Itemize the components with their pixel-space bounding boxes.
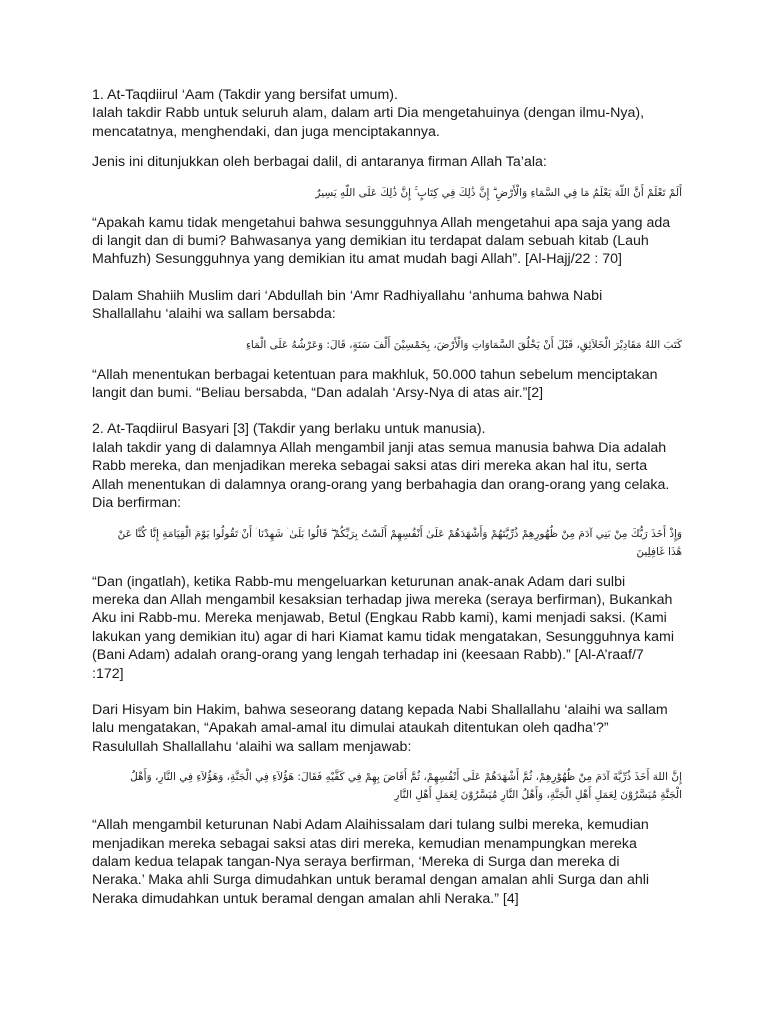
hadith-intro-line: Dalam Shahiih Muslim dari ‘Abdullah bin ‘Amr Radhiyallahu ‘anhuma bahwa Nabi [92, 287, 603, 304]
section2-line: Allah menentukan di dalamnya orang-orang yang berbahagia dan orang-orang yang celaka. [92, 476, 670, 493]
section1-line: Ialah takdir Rabb untuk seluruh alam, dalam arti Dia mengetahuinya (dengan ilmu-Nya), [92, 105, 645, 122]
arabic-line: هَٰذَا غَافِلِينَ [636, 545, 682, 558]
translation-line: “Allah mengambil keturunan Nabi Adam Alaihissalam dari tulang sulbi mereka, kemudian [92, 817, 649, 834]
section2-text [92, 420, 682, 512]
verse-translation-araaf [92, 573, 682, 683]
document-page [92, 86, 682, 908]
translation-line: Neraka.’ Maka ahli Surga dimudahkan untuk beramal dengan amalan ahli Surga dan ahli [92, 872, 650, 889]
hadith-intro-muslim [92, 287, 682, 324]
section1-heading: 1. At-Taqdiirul ‘Aam (Takdir yang bersifat umum). [92, 87, 398, 103]
translation-line: menjadikan mereka sebagai saksi atas diri mereka, kemudian menampungkan mereka [92, 835, 637, 852]
arabic-verse-hajj: أَلَمْ تَعْلَمْ أَنَّ اللَّهَ يَعْلَمُ مَا فِي السَّمَاءِ وَالْأَرْضِ ۗ إِنَّ ذَٰلِكَ فِي كِتَابٍ ۚ إِنَّ ذَٰلِكَ عَلَى اللَّهِ يَسِيرٌ [315, 186, 682, 199]
translation-line: dalam kedua telapak tangan-Nya seraya berfirman, ‘Mereka di Surga dan mereka di [92, 853, 620, 870]
arabic-line: الْجَنَّةِ مُيَسَّرُوْنَ لِعَمَلِ أَهْلِ الْجَنَّةِ، وَأَهْلُ النَّارِ مُيَسَّرُوْنَ لِعَمَلِ أَهْلِ النَّارِ [394, 789, 682, 802]
arabic-line: إِنَّ اللهَ أَخَذَ ذُرِّيَّةَ آدَمَ مِنْ ظُهُوْرِهِمْ، ثُمَّ أَشْهَدَهُمْ عَلَى أَنْفُسِهِمْ، ثُمَّ أَفَاضَ بِهِمْ فِي كَفَّيْهِ فَقَالَ: هَؤُلاَءِ فِي الْجَنَّةِ، وَهَؤُلاَءِ فِي النَّارِ، وَأَهْلُ [130, 771, 682, 784]
section2-line: Dia berfirman: [92, 495, 182, 512]
hadith-translation-muslim [92, 366, 682, 403]
section1-intro: Jenis ini ditunjukkan oleh berbagai dalil, di antaranya firman Allah Ta’ala: [92, 154, 547, 171]
section2-line: Rabb mereka, dan menjadikan mereka sebagai saksi atas diri mereka akan hal itu, serta [92, 458, 648, 475]
translation-line: Mahfuzh) Sesungguhnya yang demikian itu amat mudah bagi Allah”. [Al-Hajj/22 : 70] [92, 251, 622, 268]
section1-text [92, 86, 682, 141]
hadith-intro-line: Rasulullah Shallallahu ‘alaihi wa sallam menjawab: [92, 738, 412, 755]
hadith-intro-line: Shallallahu ‘alaihi wa sallam bersabda: [92, 306, 336, 323]
translation-line: di langit dan di bumi? Bahwasanya yang demikian itu terdapat dalam sebuah kitab (Lauh [92, 233, 649, 250]
translation-line: (Bani Adam) adalah orang-orang yang lengah terhadap ini (keesaan Rabb).” [Al-A’raaf/7 [92, 647, 644, 664]
hadith-intro-line: Dari Hisyam bin Hakim, bahwa seseorang datang kepada Nabi Shallallahu ‘alaihi wa sallam [92, 701, 668, 718]
section1-line: mencatatnya, menghendaki, dan juga menciptakannya. [92, 123, 440, 140]
hadith-translation-hisyam [92, 816, 682, 908]
arabic-verse-araaf [88, 525, 684, 561]
verse-translation-hajj [92, 214, 682, 269]
section2-line: Ialah takdir yang di dalamnya Allah mengambil janji atas semua manusia bahwa Dia adalah [92, 439, 667, 456]
translation-line: lakukan yang demikian itu) agar di hari Kiamat kamu tidak mengatakan, Sesungguhnya kami [92, 628, 675, 645]
translation-line: “Apakah kamu tidak mengetahui bahwa sesungguhnya Allah mengetahui apa saja yang ada [92, 214, 671, 231]
translation-line: :172] [92, 665, 124, 682]
translation-line: Neraka dimudahkan untuk beramal dengan amalan ahli Neraka.” [4] [92, 890, 519, 907]
translation-line: Aku ini Rabb-mu. Mereka menjawab, Betul (Engkau Rabb kami), kami menjadi saksi. (Kami [92, 610, 667, 627]
arabic-hadith-muslim: كَتَبَ اللهُ مَقَادِيْرَ الْخَلاَئِقِ، قَبْلَ أَنْ يَخْلُقَ السَّمَاوَاتِ وَالْأَرْضَ، بِخَمْسِيْنَ أَلْفَ سَنَةٍ، قَالَ: وَعَرْشُهُ عَلَى الْمَاءِ [245, 338, 682, 351]
section2-heading: 2. At-Taqdiirul Basyari [3] (Takdir yang berlaku untuk manusia). [92, 421, 486, 438]
translation-line: langit dan bumi. “Beliau bersabda, “Dan adalah ‘Arsy-Nya di atas air.”[2] [92, 385, 544, 402]
translation-line: “Allah menentukan berbagai ketentuan para makhluk, 50.000 tahun sebelum menciptakan [92, 366, 658, 383]
translation-line: mereka dan Allah mengambil kesaksian terhadap jiwa mereka (seraya berfirman), Bukankah [92, 591, 673, 608]
hadith-intro-line: lalu mengatakan, “Apakah amal-amal itu dimulai ataukah ditentukan oleh qadha’?” [92, 720, 609, 737]
arabic-hadith-hisyam [88, 768, 684, 804]
hadith-intro-hisyam [92, 701, 682, 756]
translation-line: “Dan (ingatlah), ketika Rabb-mu mengeluarkan keturunan anak-anak Adam dari sulbi [92, 573, 626, 590]
arabic-line: وَإِذْ أَخَذَ رَبُّكَ مِنْ بَنِي آدَمَ مِنْ ظُهُورِهِمْ ذُرِّيَّتَهُمْ وَأَشْهَدَهُمْ عَلَىٰ أَنْفُسِهِمْ أَلَسْتُ بِرَبِّكُمْ ۖ قَالُوا بَلَىٰ ۛ شَهِدْنَا ۛ أَنْ تَقُولُوا يَوْمَ الْقِيَامَةِ إِنَّا كُنَّا عَنْ [117, 527, 682, 540]
